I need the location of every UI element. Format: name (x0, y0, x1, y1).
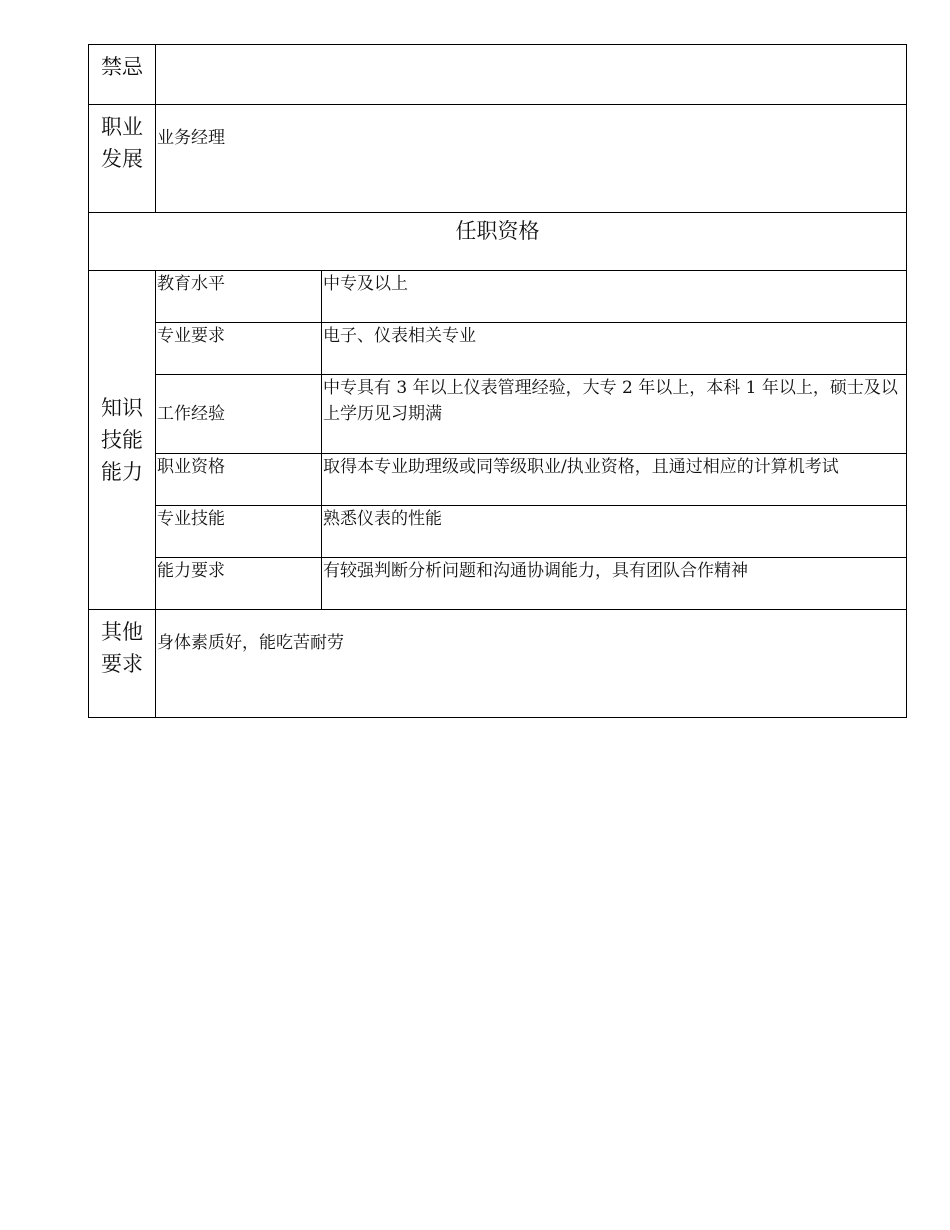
other-label-line2: 要求 (101, 652, 143, 676)
career-label-line2: 发展 (101, 147, 143, 171)
career-label-cell (89, 105, 156, 213)
taboo-label: 禁忌 (101, 55, 143, 79)
taboo-value (156, 45, 907, 105)
other-label-cell (89, 610, 156, 718)
ability-row (89, 558, 907, 610)
other-value: 身体素质好，能吃苦耐劳 (156, 610, 907, 718)
experience-row (89, 375, 907, 454)
major-name: 专业要求 (156, 323, 322, 375)
qualification-title: 任职资格 (89, 213, 907, 271)
skill-name: 专业技能 (156, 506, 322, 558)
certificate-value: 取得本专业助理级或同等级职业/执业资格，且通过相应的计算机考试 (322, 454, 907, 506)
taboo-row (89, 45, 907, 105)
other-label-line1: 其他 (101, 620, 143, 644)
skill-row (89, 506, 907, 558)
taboo-label-cell (89, 45, 156, 105)
experience-value: 中专具有 3 年以上仪表管理经验，大专 2 年以上，本科 1 年以上，硕士及以上学历见习期满 (322, 375, 907, 454)
education-row (89, 271, 907, 323)
education-name: 教育水平 (156, 271, 322, 323)
knowledge-label-line2: 技能 (101, 428, 143, 452)
experience-name: 工作经验 (156, 375, 322, 454)
major-row (89, 323, 907, 375)
career-row (89, 105, 907, 213)
certificate-name: 职业资格 (156, 454, 322, 506)
qualification-row (89, 213, 907, 271)
certificate-row (89, 454, 907, 506)
knowledge-label-cell (89, 271, 156, 610)
ability-value: 有较强判断分析问题和沟通协调能力，具有团队合作精神 (322, 558, 907, 610)
knowledge-label-line3: 能力 (101, 460, 143, 484)
ability-name: 能力要求 (156, 558, 322, 610)
knowledge-label-line1: 知识 (101, 396, 143, 420)
skill-value: 熟悉仪表的性能 (322, 506, 907, 558)
job-requirements-table (88, 44, 907, 718)
education-value: 中专及以上 (322, 271, 907, 323)
major-value: 电子、仪表相关专业 (322, 323, 907, 375)
other-row (89, 610, 907, 718)
career-value: 业务经理 (156, 105, 907, 213)
career-label-line1: 职业 (101, 115, 143, 139)
